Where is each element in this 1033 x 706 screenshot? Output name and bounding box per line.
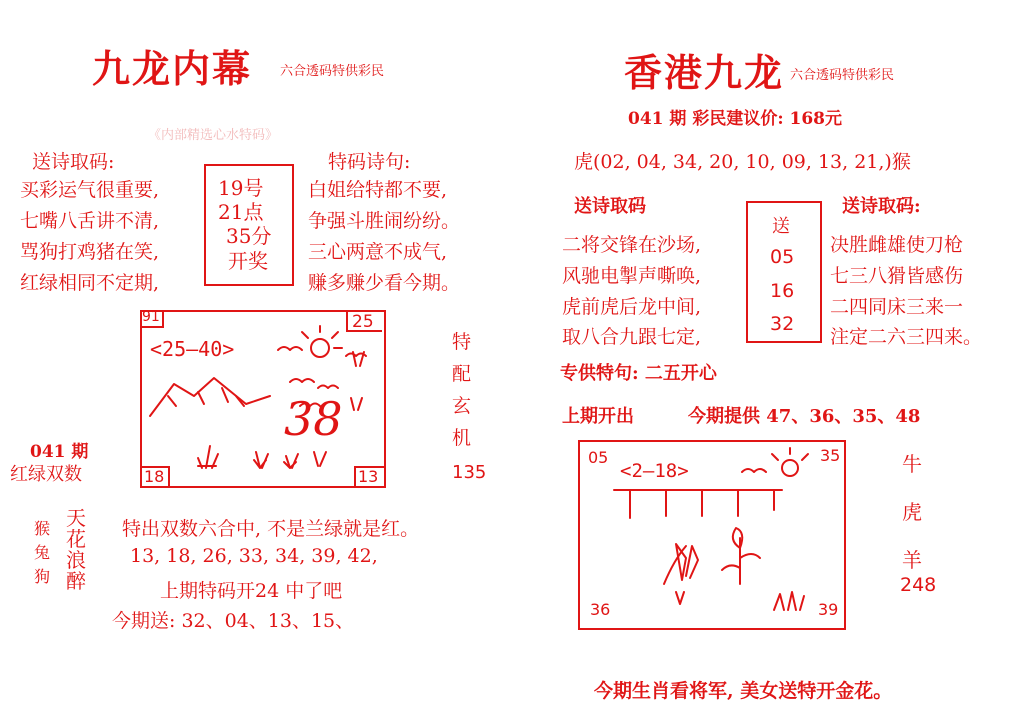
draw-time-hour: 21点 — [218, 200, 264, 224]
sun-icon — [782, 460, 798, 476]
right-poem-left-3: 虎前虎后龙中间, — [562, 296, 702, 318]
left-poem2-line-1: 白姐给特都不要, — [308, 179, 448, 201]
right-corner-tl: 05 — [588, 448, 609, 467]
vertical-char-4: 醉 — [66, 569, 86, 593]
plant-icon — [676, 544, 698, 580]
right-corner-tr: 35 — [820, 446, 841, 465]
right-send-label: 送 — [772, 216, 790, 237]
draw-time-open: 开奖 — [228, 249, 268, 273]
left-side-number: 135 — [452, 462, 487, 483]
zodiac-char-1: 牛 — [902, 452, 922, 476]
left-poem-header: 送诗取码: — [32, 151, 115, 173]
right-corner-br: 39 — [818, 600, 839, 619]
vertical-char-2: 花 — [66, 527, 86, 551]
right-last-open-label: 上期开出 — [562, 406, 634, 427]
right-side-number: 248 — [900, 574, 937, 596]
left-title: 九龙内幕 — [92, 46, 253, 91]
side-char-1: 特 — [452, 331, 472, 353]
right-poem-right-2: 七三八猾皆感伤 — [830, 265, 964, 287]
right-subtitle: 六合透码特供彩民 — [790, 68, 895, 83]
left-poem2-line-4: 赚多赚少看今期。 — [308, 272, 461, 294]
right-send-number-3: 32 — [770, 313, 795, 335]
right-send-number-1: 05 — [770, 246, 795, 268]
draw-time-day: 19号 — [218, 176, 264, 200]
right-this-period: 今期提供 47、36、35、48 — [688, 406, 921, 427]
left-handwritten-vertical — [66, 508, 86, 592]
left-poem2-header: 特码诗句: — [328, 151, 411, 173]
right-corner-bl: 36 — [590, 600, 611, 619]
left-corner-bl: 18 — [144, 467, 165, 486]
left-period: 041 期 — [30, 442, 89, 462]
right-send-number-2: 16 — [770, 280, 795, 302]
left-sketch-drawing — [150, 326, 382, 476]
handwritten-char-3: 狗 — [34, 567, 51, 586]
left-special-line: 特出双数六合中, 不是兰绿就是红。 — [122, 518, 420, 540]
left-faint-note: 《内部精选心水特码》 — [148, 128, 279, 143]
right-poem-left-2: 风驰电掣声嘶唤, — [562, 265, 702, 287]
left-big-number: 38 — [284, 392, 343, 446]
sun-icon — [311, 339, 329, 357]
right-poem-header-left: 送诗取码 — [574, 196, 646, 217]
left-corner-br: 13 — [358, 467, 379, 486]
left-handwritten-zodiac — [34, 517, 50, 589]
side-char-3: 玄 — [452, 395, 472, 417]
left-poem-line-4: 红绿相同不定期, — [20, 272, 160, 294]
left-last-line: 上期特码开24 中了吧 — [160, 580, 343, 602]
left-poem-line-1: 买彩运气很重要, — [20, 179, 160, 201]
left-numbers-line: 13, 18, 26, 33, 34, 39, 42, — [130, 545, 378, 567]
left-poem-line-3: 骂狗打鸡猪在笑, — [20, 241, 160, 263]
right-footer: 今期生肖看将军, 美女送特开金花。 — [594, 680, 893, 702]
draw-time-minute: 35分 — [226, 224, 272, 248]
right-period-price: 041 期 彩民建议价: 168元 — [628, 109, 843, 129]
left-side-vertical — [452, 326, 471, 454]
left-send-line: 今期送: 32、04、13、15、 — [112, 610, 355, 632]
right-title: 香港九龙 — [624, 50, 785, 95]
side-char-4: 机 — [452, 427, 472, 449]
right-zodiac-vertical — [902, 440, 922, 584]
right-poem-header-right: 送诗取码: — [842, 196, 921, 217]
right-poem-right-3: 二四同床三来一 — [830, 296, 964, 318]
left-poem-line-2: 七嘴八舌讲不清, — [20, 210, 160, 232]
handwritten-char-2: 兔 — [34, 543, 51, 562]
right-sketch-drawing — [590, 450, 840, 626]
handwritten-char-1: 猴 — [34, 519, 51, 538]
zodiac-char-2: 虎 — [902, 500, 922, 524]
right-range-text: <2—18> — [620, 460, 689, 482]
right-tiger-line: 虎(02, 04, 34, 20, 10, 09, 13, 21,)猴 — [574, 151, 911, 173]
right-poem-right-1: 决胜雌雄使刀枪 — [830, 234, 964, 256]
side-char-2: 配 — [452, 363, 472, 385]
left-period-note: 红绿双数 — [10, 464, 82, 485]
vertical-char-3: 浪 — [66, 548, 86, 572]
left-corner-tr: 25 — [352, 312, 374, 332]
left-poem2-line-3: 三心两意不成气, — [308, 241, 448, 263]
zodiac-char-3: 羊 — [902, 548, 922, 572]
left-corner-tl: 91 — [142, 309, 160, 325]
left-subtitle: 六合透码特供彩民 — [280, 64, 385, 79]
left-poem2-line-2: 争强斗胜闹纷纷。 — [308, 210, 461, 232]
vertical-char-1: 天 — [66, 506, 86, 530]
right-poem-left-1: 二将交锋在沙场, — [562, 234, 702, 256]
right-poem-left-4: 取八合九跟七定, — [562, 326, 702, 348]
right-special-verse: 专供特句: 二五开心 — [560, 363, 717, 384]
right-poem-right-4: 注定二六三四来。 — [830, 326, 983, 348]
left-range-text: <25—40> — [150, 337, 235, 361]
